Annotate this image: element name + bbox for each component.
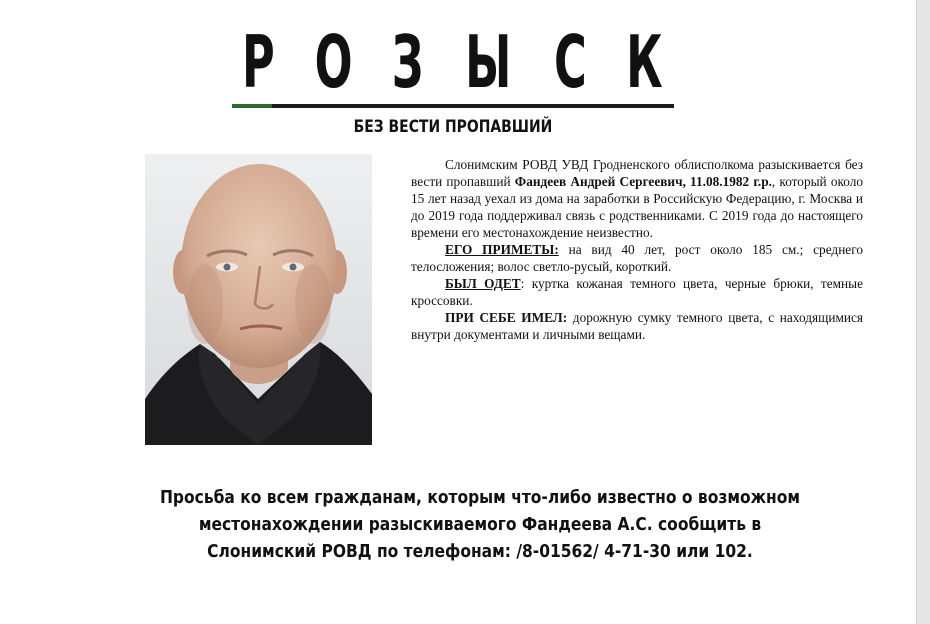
appeal-line: местонахождении разыскиваемого Фандеева А.С. сообщить в bbox=[198, 514, 762, 535]
description-belongings: ПРИ СЕБЕ ИМЕЛ: дорожную сумку темного цвета, с находящимися внутри документами и личными вещами. bbox=[411, 310, 864, 342]
title-letter: Ы bbox=[465, 20, 512, 104]
title-underline-accent bbox=[232, 104, 272, 108]
title-letter: К bbox=[626, 20, 663, 104]
poster-subtitle: БЕЗ ВЕСТИ ПРОПАВШИЙ bbox=[353, 117, 553, 137]
title-letter: З bbox=[391, 20, 424, 104]
public-appeal bbox=[100, 484, 860, 565]
title-letter: С bbox=[554, 20, 587, 104]
description-signs: ЕГО ПРИМЕТЫ: на вид 40 лет, рост около 185 см.; среднего телосложения; волос светло-русый, короткий. bbox=[411, 242, 863, 274]
appeal-line: Просьба ко всем гражданам, которым что-либо известно о возможном bbox=[159, 487, 801, 508]
title-letter: Р bbox=[242, 20, 275, 104]
description-intro: Слонимским РОВД УВД Гродненского облисполкома разыскивается без вести пропавший Фандеев Андрей Сергеевич, 11.08.1982 г.р., который около 15 лет назад уехал из дома на заработки в Российскую Федерацию, г. Москва и до 2019 года поддерживал связь с родственниками. С 2019 года до настоящего времени его местонахождение неизвестно. bbox=[411, 157, 864, 240]
poster-title bbox=[232, 22, 674, 102]
belongings-label: ПРИ СЕБЕ ИМЕЛ: bbox=[445, 310, 568, 325]
title-underline bbox=[232, 104, 674, 108]
clothes-label: БЫЛ ОДЕТ bbox=[445, 276, 521, 291]
description-clothes: БЫЛ ОДЕТ: куртка кожаная темного цвета, черные брюки, темные кроссовки. bbox=[411, 276, 864, 308]
person-photo bbox=[145, 154, 372, 445]
person-name: Фандеев Андрей Сергеевич, 11.08.1982 г.р. bbox=[514, 174, 772, 189]
signs-label: ЕГО ПРИМЕТЫ: bbox=[445, 242, 559, 257]
page-edge bbox=[916, 0, 930, 624]
person-description bbox=[411, 156, 863, 343]
appeal-line: Слонимский РОВД по телефонам: /8-01562/ 4-71-30 или 102. bbox=[207, 541, 753, 562]
title-letter: О bbox=[314, 20, 353, 104]
